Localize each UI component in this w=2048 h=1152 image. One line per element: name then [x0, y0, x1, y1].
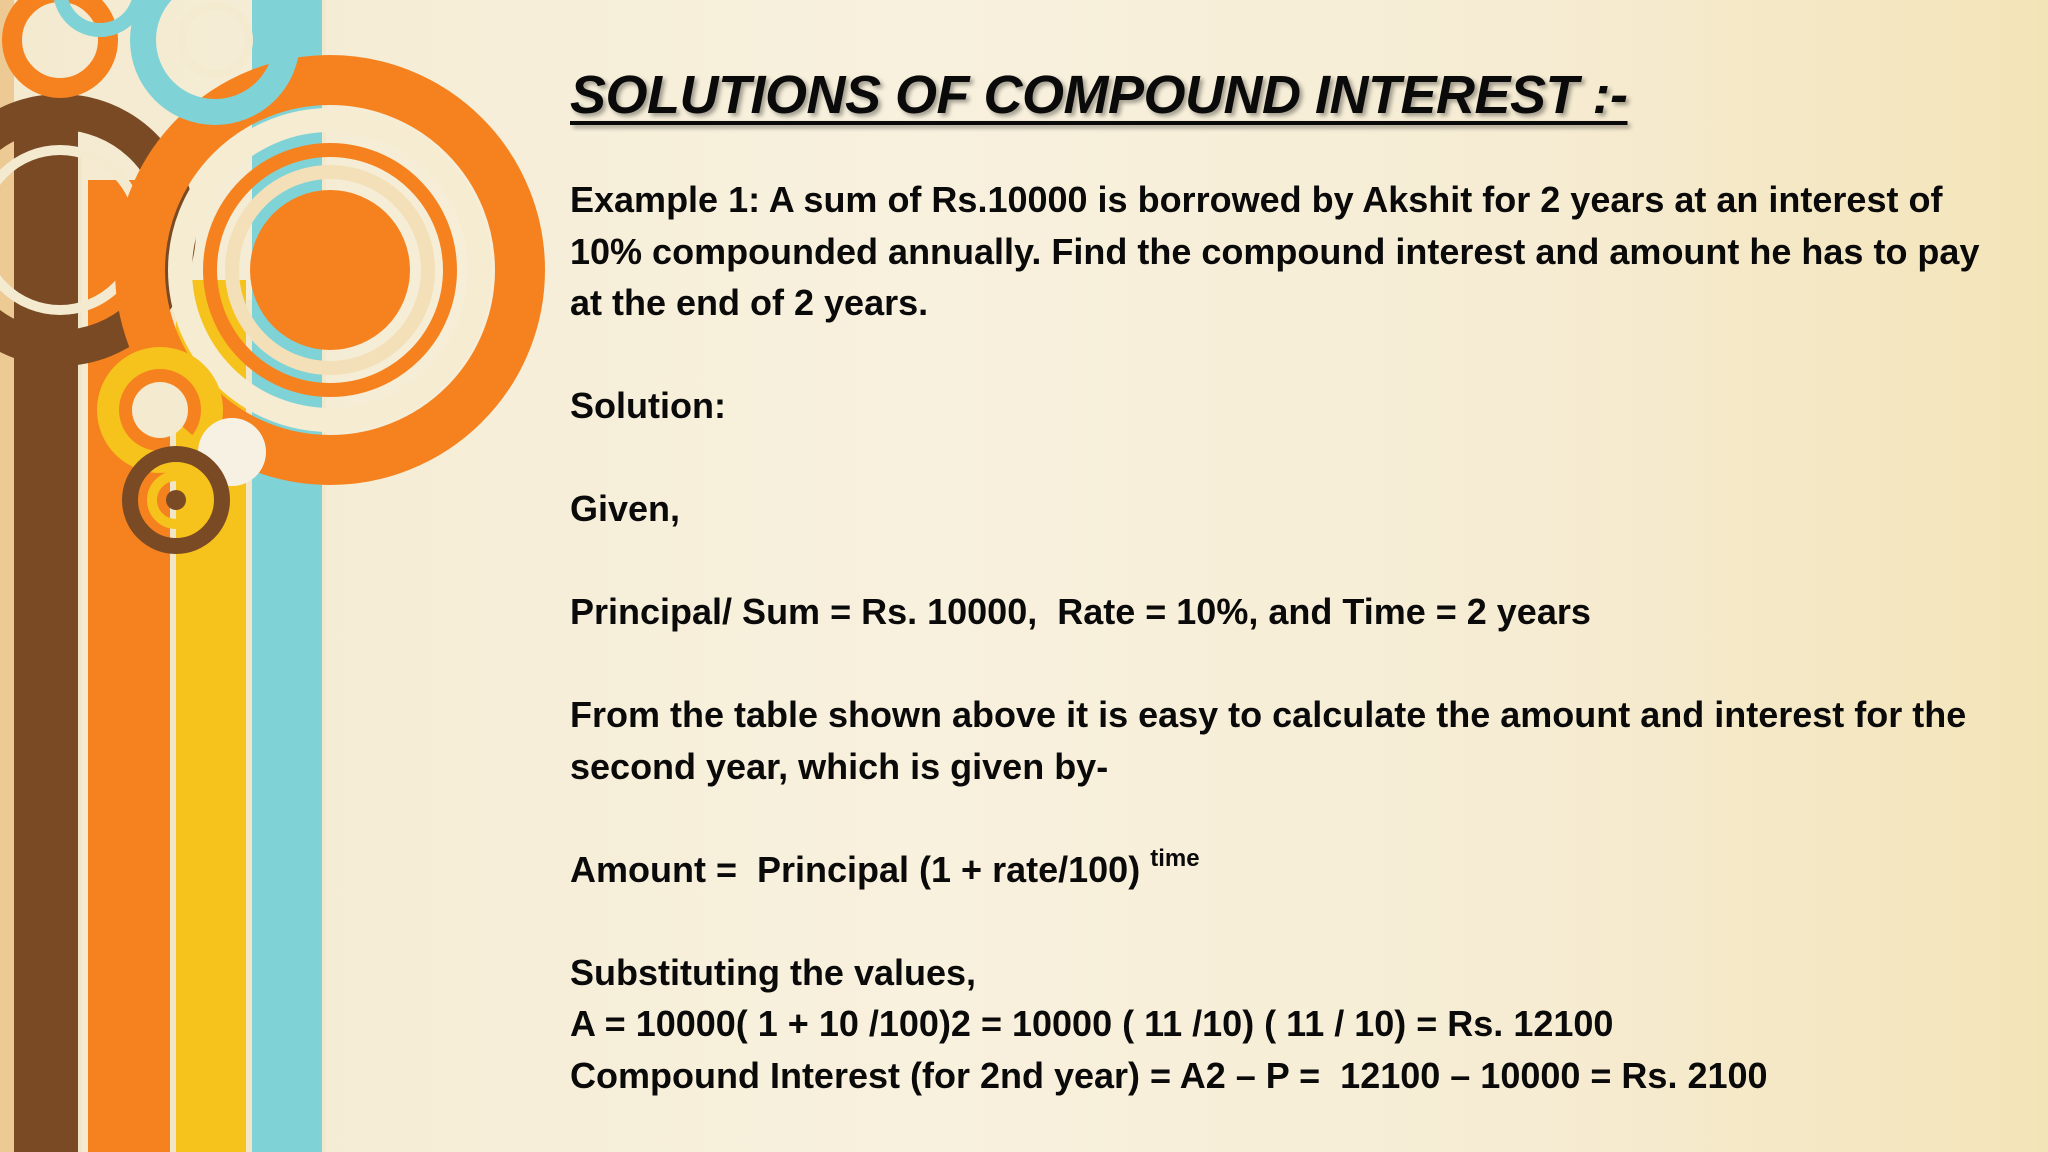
- explanation-text: [570, 689, 2030, 792]
- substitution-heading: Substituting the values,: [570, 951, 977, 993]
- formula-text: Amount = Principal (1 + rate/100): [570, 848, 1141, 890]
- given-values: Principal/ Sum = Rs. 10000, Rate = 10%, and Time = 2 years: [570, 591, 1591, 632]
- explanation-line: From the table shown above it is easy to calculate the amount and interest for the: [570, 694, 1967, 735]
- retro-circles-stripes-decoration: [0, 0, 560, 1152]
- compound-amount-formula: [570, 844, 2030, 896]
- substitution-block: [570, 947, 2030, 1102]
- formula-exponent: time: [1150, 844, 1200, 872]
- amount-calculation: A = 10000( 1 + 10 /100)2 = 10000 ( 11 /10) ( 11 / 10) = Rs. 12100: [570, 1003, 1614, 1044]
- example-line: 10% compounded annually. Find the compound interest and amount he has to pay: [570, 230, 1980, 272]
- solution-label: Solution:: [570, 385, 726, 426]
- slide-content: [570, 60, 2030, 1101]
- interest-calculation: Compound Interest (for 2nd year) = A2 – P = 12100 – 10000 = Rs. 2100: [570, 1054, 1768, 1096]
- example-line: at the end of 2 years.: [570, 282, 929, 323]
- slide-title: SOLUTIONS OF COMPOUND INTEREST :-: [570, 65, 1628, 125]
- example-problem: [570, 174, 2030, 329]
- given-label: Given,: [570, 488, 681, 529]
- example-line: Example 1: A sum of Rs.10000 is borrowed by Akshit for 2 years at an interest of: [570, 179, 1943, 220]
- explanation-line: second year, which is given by-: [570, 745, 1109, 787]
